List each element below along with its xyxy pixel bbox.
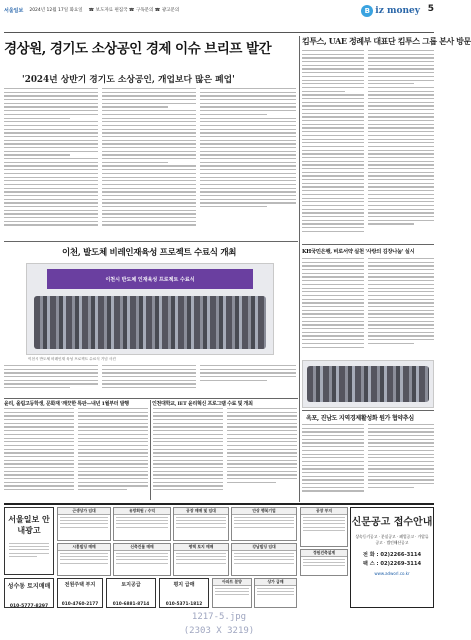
land-ad [106, 578, 156, 608]
land-phone: 010-6881-8714 [112, 602, 150, 607]
kimjang-photo [302, 360, 434, 408]
kimjang-photo-crowd [307, 366, 429, 403]
factory-phone: 010-4760-2177 [61, 602, 99, 607]
lower-divider [150, 400, 151, 500]
classified-box-12-title: 정원건축설계 [301, 550, 347, 557]
flat-ad [159, 578, 209, 608]
right-article-headline: 킴투스, UAE 정례부 대표단 킴투스 그룹 본사 방문 [302, 36, 471, 46]
ogam-col-1 [302, 424, 364, 500]
page-number: 5 [427, 4, 434, 14]
header-meta [4, 3, 334, 17]
classified-box-6-title: 신축건물 매매 [114, 544, 170, 551]
classified-box-11-title: 공장 부지 [301, 508, 347, 515]
factory-ad [57, 578, 103, 608]
photo-crowd [34, 296, 265, 348]
subscribe-ad-lines [5, 539, 53, 563]
flat-phone: 010-5371-1812 [165, 602, 203, 607]
ads-top-rule [4, 503, 434, 505]
classified-box-2-title: 유망회원 / 수익 [114, 508, 170, 515]
classified-box-7-title: 평택 토지 매매 [174, 544, 228, 551]
lower-right-col-1 [153, 408, 223, 500]
ogam-headline: 옥포, 진남도 지역경제활성화 원가 협약추심 [306, 415, 414, 422]
ki-col-2 [368, 258, 434, 358]
notice-tel: 전 화 : 02)2266-3114 [362, 552, 422, 558]
main-article-col-2 [102, 88, 196, 238]
classified-box-11 [300, 507, 348, 547]
subscribe-ad-title: 서울일보 안내광고 [8, 515, 50, 535]
right-article-col-1 [302, 50, 364, 240]
classified-box-2 [113, 507, 171, 541]
newspaper-brand: 서울일보 [4, 7, 24, 14]
real-estate-ad-title: 성수동 토지매매 [7, 583, 51, 590]
classified-box-1-title: 근생상가 임대 [58, 508, 110, 515]
lower-left-col-2 [78, 408, 148, 500]
subscribe-ad [4, 507, 54, 575]
flat-ad-title: 평지 급매 [173, 582, 195, 588]
newspaper-notice-title: 신문공고 접수안내 [351, 517, 433, 528]
classified-box-8 [231, 543, 297, 576]
ogam-col-2 [368, 424, 434, 500]
photo-caption: 이천시 반도체 비레인재 육성 프로젝트 수료식 기념 사진 [28, 357, 116, 361]
main-article-col-3 [200, 88, 296, 238]
event-banner: 이천시 반도체 인재육성 프로젝트 수료식 [47, 269, 254, 289]
ki-headline: KH국민은행, 비로서약 실천 '사랑의 김장나눔' 실시 [302, 249, 415, 255]
image-filename: 1217-5.jpg [191, 612, 247, 622]
classified-box-9-title: 아파트 분양 [213, 579, 251, 586]
classified-box-9 [212, 578, 252, 608]
photo-story-col-3 [200, 365, 296, 395]
logo-text: iz money [375, 5, 420, 16]
real-estate-ad [4, 578, 54, 608]
page-header [4, 3, 434, 33]
classified-box-5-title: 시흥빌딩 매매 [58, 544, 110, 551]
classified-box-8-title: 강남빌딩 임대 [232, 544, 296, 551]
classified-box-4-title: 안상 행복기업 [232, 508, 296, 515]
column-divider [299, 36, 300, 502]
group-photo [26, 263, 274, 355]
ki-col-1 [302, 258, 364, 358]
lower-left-headline: 윤리, 올림고등학생, 문화재 '깨끗한 특판—내년 1월부터 발행 [4, 401, 129, 407]
photo-story-headline: 이천, 발도체 비레인재육성 프로젝트 수료식 개최 [62, 248, 237, 258]
classified-box-3-title: 공장 매매 및 임대 [174, 508, 228, 515]
main-headline: 경상원, 경기도 소상공인 경제 이슈 브리프 발간 [4, 41, 272, 57]
main-article-col-1 [4, 88, 98, 238]
classified-box-12 [300, 549, 348, 576]
issue-date: 2024년 12월 17일 화요일 [29, 8, 83, 13]
lower-left-col-1 [4, 408, 74, 500]
newspaper-notice-desc: 상속등기공고 · 분실공고 · 폐업공고 · 가압류공고 · 법인해산공고 [355, 534, 429, 545]
classified-box-10-title: 상가 급매 [255, 579, 296, 586]
classified-box-5 [57, 543, 111, 576]
section-rule [4, 241, 298, 242]
photo-story-col-1 [4, 365, 98, 395]
photo-story-col-2 [102, 365, 196, 395]
newspaper-notice-ad [350, 507, 434, 608]
classified-box-10 [254, 578, 297, 608]
lower-right-headline: 인천대학교, IET 윤리혁신 프로그램 수료 및 개최 [152, 401, 253, 407]
classified-box-3 [173, 507, 229, 541]
notice-site: www.adworl.co.kr [374, 571, 410, 576]
section-rule-2 [4, 398, 298, 399]
factory-ad-title: 전원주택 부지 [64, 582, 96, 588]
logo-mark-icon: B [361, 5, 373, 17]
real-estate-phone: 010-5777-8297 [9, 604, 49, 609]
classified-box-7 [173, 543, 229, 576]
header-contacts: ☎ 보도자료 편집국 ☎ 구독문의 ☎ 광고문의 [88, 8, 180, 13]
lower-right-col-2 [227, 408, 297, 500]
classified-box-6 [113, 543, 171, 576]
right-rule-1 [302, 244, 434, 245]
right-article-col-2 [368, 50, 434, 240]
section-logo [361, 4, 420, 17]
classified-box-4 [231, 507, 297, 541]
classified-box-1 [57, 507, 111, 541]
image-dimensions: (2303 X 3219) [183, 626, 255, 636]
right-rule-2 [302, 410, 434, 411]
notice-fax: 팩 스 : 02)2269-3114 [362, 561, 422, 567]
land-ad-title: 토지공급 [121, 582, 141, 588]
main-subhead: '2024년 상반기 경기도 소상공인, 개업보다 많은 폐업' [22, 75, 235, 85]
